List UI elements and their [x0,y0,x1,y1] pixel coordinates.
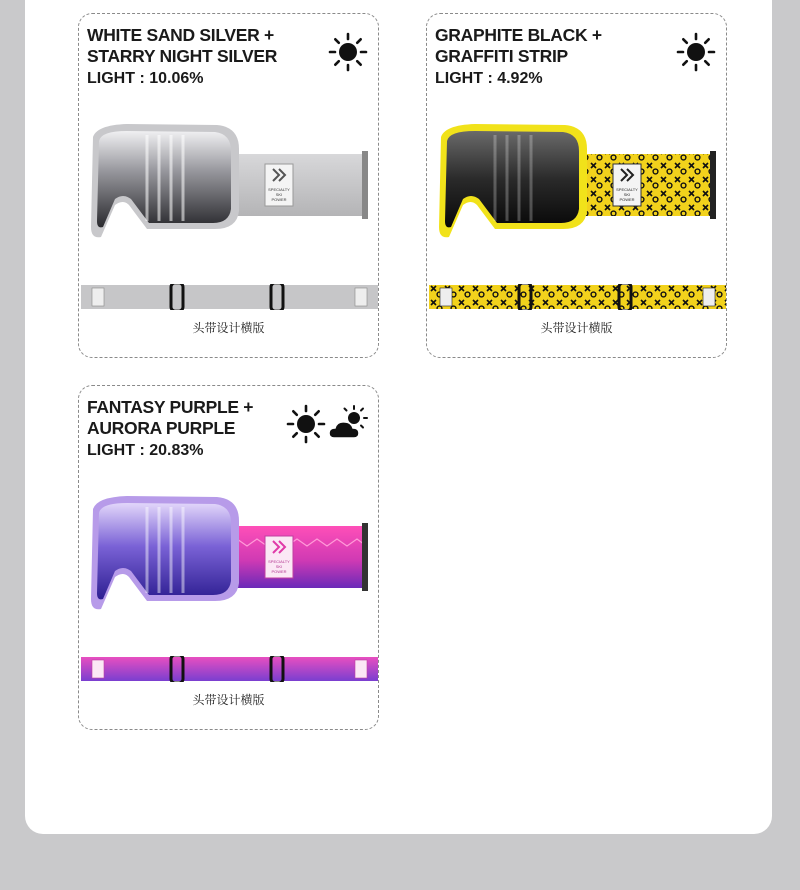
goggle-image [87,119,369,249]
title-line-1: FANTASY PURPLE + [87,397,254,417]
sun-icon [286,404,326,444]
title-line-2: AURORA PURPLE [87,418,236,438]
svg-text:SKI: SKI [275,192,283,197]
sun-icon [676,32,716,72]
title-line-1: GRAPHITE BLACK + [435,25,602,45]
svg-text:SKI: SKI [275,564,283,569]
card-title [87,397,297,439]
title-line-1: WHITE SAND SILVER + [87,25,274,45]
goggle-image [87,491,369,621]
title-line-2: GRAFFITI STRIP [435,46,568,66]
weather-icons [286,404,368,444]
product-card-fantasy-purple[interactable] [78,385,379,730]
strap-design-label: 头带设计横版 [540,321,613,335]
goggle-image [435,119,717,249]
svg-text:POWER: POWER [619,197,635,202]
strap-image [429,284,726,310]
strap-image [81,656,378,682]
product-panel [25,0,772,834]
svg-text:POWER: POWER [271,569,287,574]
sun-icon [328,32,368,72]
strap-design-label: 头带设计横版 [192,321,265,335]
strap-design-label: 头带设计横版 [192,693,265,707]
product-card-white-sand[interactable] [78,13,379,358]
light-transmission: LIGHT : 20.83% [87,442,204,459]
card-title [435,25,645,67]
weather-icons [676,32,716,72]
svg-text:SPECIALTY: SPECIALTY [268,559,290,564]
partly-cloudy-icon [328,404,368,444]
product-card-graphite-black[interactable] [426,13,727,358]
weather-icons [328,32,368,72]
title-line-2: STARRY NIGHT SILVER [87,46,278,66]
light-transmission: LIGHT : 4.92% [435,70,543,87]
light-transmission: LIGHT : 10.06% [87,70,204,87]
strap-image [81,284,378,310]
card-title [87,25,297,67]
svg-text:SKI: SKI [623,192,631,197]
svg-text:SPECIALTY: SPECIALTY [616,187,638,192]
svg-text:SPECIALTY: SPECIALTY [268,187,290,192]
svg-text:POWER: POWER [271,197,287,202]
